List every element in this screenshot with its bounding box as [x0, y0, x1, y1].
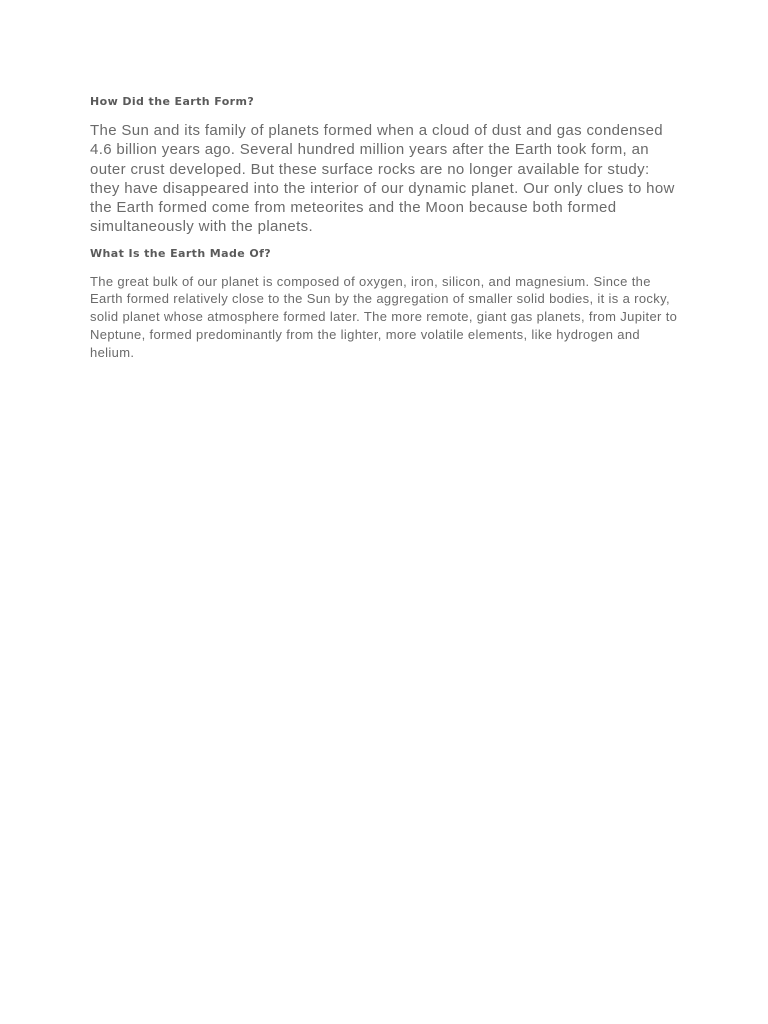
section-heading-earth-composition: What Is the Earth Made Of?	[90, 246, 272, 260]
section-heading-earth-formation: How Did the Earth Form?	[90, 95, 255, 108]
section-body-earth-formation: The Sun and its family of planets formed when a cloud of dust and gas condensed 4.6 billion years ago. Several hundred million years after the Earth took form, an outer crust developed. But these surface rocks are no longer available for study: they have disappeared into the interior of our dynamic planet. Our only clues to how the Earth formed come from meteorites and the Moon because both formed simultaneously with the planets.	[90, 122, 675, 236]
section-body-earth-composition: The great bulk of our planet is composed of oxygen, iron, silicon, and magnesium. Since the Earth formed relatively close to the Sun by the aggregation of smaller solid bodies, it is a rocky, solid planet whose atmosphere formed later. The more remote, giant gas planets, from Jupiter to Neptune, formed predominantly from the lighter, more volatile elements, like hydrogen and helium.	[90, 273, 678, 360]
document-content	[90, 94, 680, 361]
